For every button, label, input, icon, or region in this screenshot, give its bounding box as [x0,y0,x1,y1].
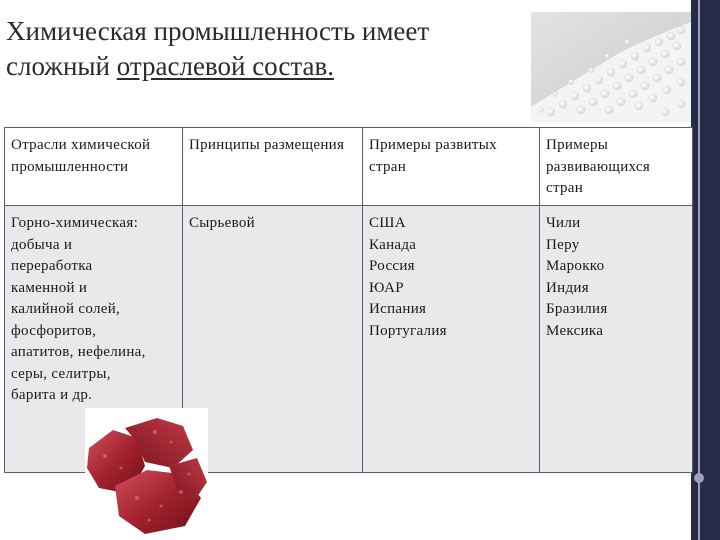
country-item: Марокко [546,258,605,274]
side-bar-dot [694,473,704,483]
cell-principle: Сырьевой [183,206,363,473]
white-granules-image [531,12,691,122]
cell-developing-countries [540,206,693,473]
branch-line: серы, селитры, [11,365,111,382]
header-developed-countries: Примеры развитых стран [363,128,540,206]
branch-line: фосфоритов, [11,322,97,339]
country-item: Россия [369,258,415,274]
branch-line: апатитов, нефелина, [11,344,146,360]
branch-line: барита и др. [11,387,93,403]
decorative-side-bar [691,0,720,540]
cell-developed-countries [363,206,540,473]
country-item: Бразилия [546,301,608,317]
title-line-2-prefix: сложный [6,51,117,81]
header-principles: Принципы размещения [183,128,363,206]
country-item: Канада [369,236,417,253]
table-header-row [5,128,693,206]
branch-line: Горно-химическая: [11,215,139,231]
header-developing-countries: Примеры развивающихся стран [540,128,693,206]
branch-line: калийной солей, [11,301,121,317]
branch-line: каменной и [11,279,88,296]
country-item: Мексика [546,322,604,339]
country-item: Чили [546,215,581,231]
branch-line: переработка [11,258,93,274]
title-line-2-underlined: отраслевой состав. [116,51,334,81]
branch-line: добыча и [11,236,73,253]
title-line-1: Химическая промышленность имеет [6,16,430,46]
country-item: Испания [369,301,427,317]
country-item: США [369,215,406,231]
slide-title [6,14,516,84]
country-item: Индия [546,279,589,296]
red-rock-image [85,408,208,540]
country-item: ЮАР [369,279,404,296]
header-branches: Отрасли химической промышленности [5,128,183,206]
title-line-2 [6,49,516,84]
country-item: Португалия [369,322,447,339]
country-item: Перу [546,236,580,253]
side-bar-line [698,0,700,540]
